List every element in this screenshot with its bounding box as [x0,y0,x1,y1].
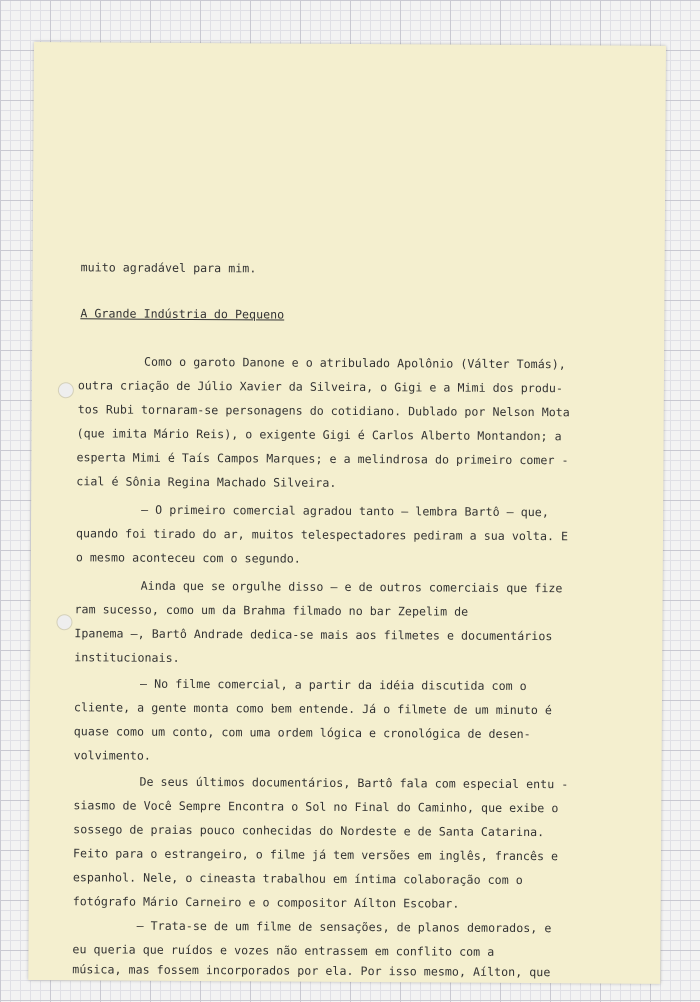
text-line: outra criação de Júlio Xavier da Silveira, o Gigi e a Mimi dos produ- [77,378,564,396]
text-line: eu queria que ruídos e vozes não entrassem em conflito com a [72,942,495,959]
text-line: ram sucesso, como um da Brahma filmado no bar Zepelim de [74,602,469,619]
text-line: institucionais. [74,650,180,665]
text-line: Como o garoto Danone e o atribulado Apolônio (Válter Tomás), [144,354,566,372]
text-line: (que imita Mário Reis), o exigente Gigi é Carlos Alberto Montandon; a [76,426,562,444]
text-line: sossego de praias pouco conhecidas do Nordeste e de Santa Catarina. [73,822,545,840]
section-heading: A Grande Indústria do Pequeno [80,306,285,322]
text-line: De seus últimos documentários, Bartô fala com especial entu - [139,774,569,792]
text-line: espanhol. Nele, o cineasta trabalhou em íntima colaboração com o [72,870,523,888]
text-line: tos Rubi tornaram-se personagens do cotidiano. Dublado por Nelson Mota [77,402,570,420]
text-line: quase como um conto, com uma ordem lógica e cronológica de desen- [73,724,531,742]
text-line: música, mas fossem incorporados por ela. Por isso mesmo, Aílton, que [72,962,551,980]
text-line: esperta Mimi é Taís Campos Marques; e a melindrosa do primeiro comer - [76,450,569,468]
text-line: fotógrafo Mário Carneiro e o compositor Aílton Escobar. [72,894,460,911]
punch-hole [56,614,72,630]
text-line: cial é Sônia Regina Machado Silveira. [76,474,337,490]
text-line: siasmo de Você Sempre Encontra o Sol no Final do Caminho, que exibe o [73,798,559,816]
text-line: o mesmo aconteceu com o segundo. [75,550,301,566]
punch-hole [58,382,74,398]
text-line: Feito para o estrangeiro, o filme já tem versões em inglês, francês e [73,846,559,864]
text-line: — O primeiro comercial agradou tanto — lembra Bartô — que, [141,502,549,520]
text-line: Ainda que se orgulhe disso — e de outros comerciais que fize [140,578,563,596]
text-line: Ipanema —, Bartô Andrade dedica-se mais aos filmetes e documentários [74,626,553,644]
text-line: volvimento. [73,748,152,763]
text-line: — Trata-se de um filme de sensações, de planos demorados, e [136,918,552,936]
text-line: muito agradável para mim. [80,260,257,276]
text-line: — No filme comercial, a partir da idéia discutida com o [140,676,527,694]
text-line: quando foi tirado do ar, muitos telespectadores pediram a sua volta. E [75,526,569,544]
typewritten-page [28,42,666,984]
text-line: cliente, a gente monta como bem entende. Já o filmete de um minuto é [73,700,553,718]
